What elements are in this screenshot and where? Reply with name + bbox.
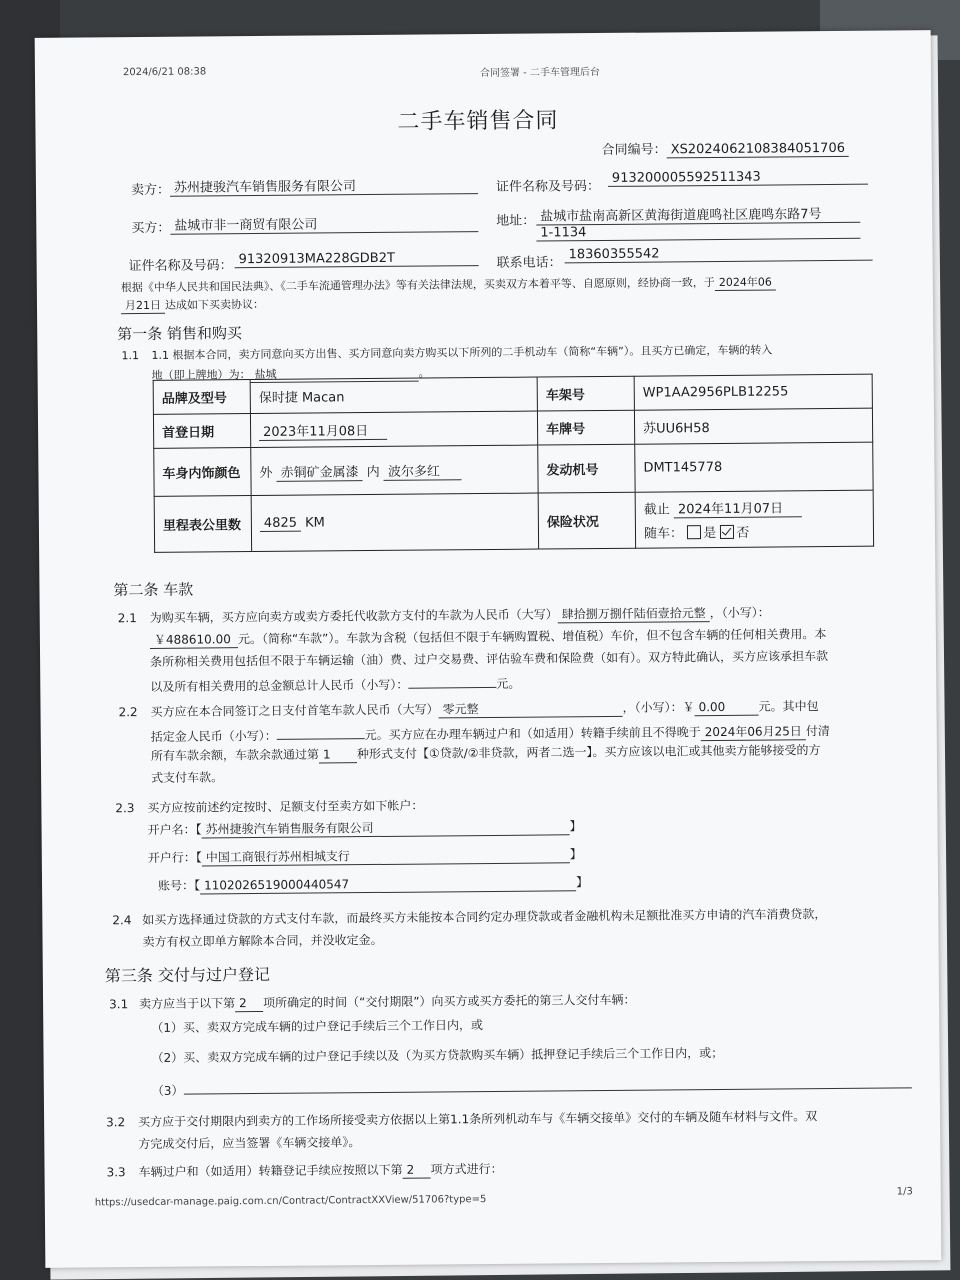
contract-no-label: 合同编号： [601, 142, 667, 158]
intro-line-1 [121, 273, 776, 296]
s31-line-1 [139, 991, 636, 1013]
s22-text-3: 元。其中包 [758, 699, 819, 714]
insurance-until-label: 截止 [643, 502, 670, 518]
contract-no: XS2024062108384051706 [667, 141, 849, 159]
s22-number: 2.2 [118, 705, 138, 720]
price-uppercase: 肆拾捌万捌仟陆佰壹拾元整 [558, 604, 710, 623]
s33-number: 3.3 [106, 1165, 126, 1180]
s21-line-3: 条所称相关费用包括但不限于车辆运输（油）费、过户交易费、评估验车费和保险费（如有）。双方特此确认，买方应该承担车款 [150, 649, 829, 669]
s21-line-4 [150, 672, 520, 695]
engine-label: 发动机号 [538, 444, 635, 493]
s32-line-2: 方完成交付后，应当签署《车辆交接单》。 [138, 1135, 361, 1152]
s22-line-4: 式支付车款。 [151, 770, 224, 785]
vin-value: WP1AA2956PLB12255 [634, 374, 872, 410]
account-bank-row [148, 845, 582, 867]
insurance-yes-label: 是 [703, 526, 717, 542]
s31-item-3 [152, 1072, 912, 1099]
balance-due-date: 2024年06月25日 [701, 722, 806, 741]
page-number: 1/3 [896, 1186, 913, 1198]
vehicle-table [153, 374, 874, 553]
transfer-option: 2 [402, 1163, 430, 1179]
s22-line-1 [150, 697, 818, 721]
s21-text-3: 元。（简称“车款”）。车款为含税（包括但不限于车辆购置税、增值税）车价，但不包含车辆的任何相关费用。本 [237, 627, 827, 647]
s11-text: 地（即上牌地）为： [151, 368, 251, 382]
total-amount-blank [408, 672, 496, 689]
s31-item-2: （2）买、卖双方完成车辆的过户登记手续以及（为买方贷款购买车辆）抵押登记手续后三个工作日内，或； [151, 1045, 724, 1065]
address-line-1: 盐城市盐南高新区黄海街道鹿鸣社区鹿鸣东路7号 [536, 203, 860, 226]
print-url: https://usedcar-manage.paig.com.cn/Contract/ContractXXView/51706?type=5 [94, 1194, 487, 1209]
contract-title: 二手车销售合同 [397, 108, 559, 135]
s22-text-5: 元。买方应在办理车辆过户和（如适用）转籍手续前且不得晚于 [364, 725, 701, 743]
account-name-label: 开户名：【 [147, 822, 202, 837]
phone: 18360355542 [564, 245, 872, 264]
mileage-label: 里程表公里数 [154, 496, 251, 553]
account-no-label: 账号：【 [157, 878, 201, 893]
insurance-cell [635, 490, 873, 548]
buyer-id: 91320913MA228GDB2T [235, 250, 479, 268]
s33-line-1 [138, 1160, 502, 1181]
buyer-label: 买方： [131, 220, 171, 237]
s24-line-2: 卖方有权立即单方解除本合同，并没收定金。 [142, 932, 383, 950]
s32-line-1: 买方应于交付期限内到卖方的工作场所接受卖方依据以上第1.1条所列机动车与《车辆交接单》交付的车辆及随车材料与文件。双 [138, 1109, 818, 1130]
insurance-until-date: 2024年11月07日 [674, 497, 802, 518]
color-interior: 波尔多红 [384, 460, 462, 481]
buyer-id-label: 证件名称及号码： [128, 258, 233, 275]
deposit-blank [277, 723, 365, 740]
color-cell [251, 445, 538, 496]
insurance-with-label: 随车： [643, 526, 684, 542]
s21-line-1 [150, 604, 770, 627]
intro-line-2 [121, 296, 264, 314]
insurance-no-label: 否 [736, 525, 750, 541]
account-no: 1102026519000440547 [200, 875, 576, 894]
intro-date-part2: 月21日 [121, 297, 165, 314]
section-3-title: 第三条 交付与过户登记 [104, 964, 271, 986]
contract-no-row [602, 137, 849, 159]
print-datetime: 2024/6/21 08:38 [122, 66, 207, 79]
s31-text-1: 卖方应当于以下第 [139, 996, 236, 1012]
s21-text-5: 元。 [496, 676, 521, 691]
insurance-label: 保险状况 [538, 492, 635, 549]
phone-label: 联系电话： [496, 255, 562, 271]
s11-line-1: 1.1 根据本合同，卖方同意向买方出售、买方同意向卖方购买以下所列的二手机动车（简称“车辆”）。且买方已确定，车辆的转入 [151, 343, 773, 362]
first-reg-cell [250, 411, 537, 448]
intro-text-2: 达成如下买卖协议： [164, 297, 265, 312]
s22-text-1: 买方应在本合同签订之日支付首笔车款人民币（大写） [150, 702, 439, 719]
s24-line-1: 如买方选择通过贷款的方式支付车款，而最终买方未能按本合同约定办理贷款或者金融机构未足额批准买方申请的汽车消费贷款， [142, 907, 827, 928]
s23-number: 2.3 [115, 801, 135, 816]
first-payment-lowercase: 0.00 [694, 700, 758, 717]
section-2-title: 第二条 车款 [113, 580, 194, 600]
print-page-title: 合同签署 - 二手车管理后台 [479, 67, 600, 80]
seller-label: 卖方： [130, 182, 171, 199]
price-lowercase: ￥488610.00 [150, 630, 238, 649]
s24-number: 2.4 [112, 913, 132, 928]
bracket-close: 】 [569, 847, 582, 862]
s21-number: 2.1 [117, 611, 137, 626]
s22-text-4: 括定金人民币（小写）： [150, 728, 277, 744]
s31-item-3-blank [183, 1072, 911, 1094]
mileage-cell [251, 493, 538, 552]
account-no-row [158, 873, 588, 895]
s21-text-4: 以及所有相关费用的总金额总计人民币（小写）： [150, 677, 409, 694]
s32-number: 3.2 [106, 1115, 126, 1130]
s23-line-1: 买方应按前述约定按时、足额支付至卖方如下帐户： [147, 798, 424, 815]
s33-text-2: 项方式进行： [430, 1161, 503, 1177]
s11-end: 。 [418, 366, 430, 380]
plate-value: 苏UU6H58 [634, 408, 872, 444]
mileage-value: 4825 [260, 515, 301, 531]
transfer-city: 盐城 [251, 365, 419, 383]
seller-name: 苏州捷骏汽车销售服务有限公司 [170, 174, 478, 197]
s21-text-1: 为购买车辆，买方应向卖方或卖方委托代收款方支付的车款为人民币（大写） [149, 607, 558, 625]
first-reg-label: 首登日期 [153, 414, 250, 449]
account-bank: 中国工商银行苏州相城支行 [202, 845, 570, 866]
color-int-prefix: 内 [366, 464, 380, 480]
s11-number: 1.1 [121, 349, 139, 363]
first-reg-value: 2023年11月08日 [259, 419, 387, 440]
bracket-close: 】 [575, 875, 589, 890]
mileage-unit: KM [305, 514, 325, 531]
s31-text-2: 项所确定的时间（“交付期限”）向买方或买方委托的第三人交付车辆： [263, 992, 636, 1010]
address-label: 地址： [496, 213, 536, 229]
s21-line-2 [150, 625, 827, 649]
checkbox-yes-icon [687, 525, 701, 539]
s22-text-2: ，（小写）：￥ [622, 700, 695, 715]
account-name-row [147, 817, 581, 839]
vin-label: 车架号 [537, 376, 634, 411]
contract-page [35, 30, 942, 1268]
section-1-title: 第一条 销售和购买 [117, 324, 243, 344]
seller-id: 913200005592511343 [608, 169, 868, 187]
s22-text-7: 所有车款余额，车款余款通过第 [150, 747, 319, 763]
color-ext-prefix: 外 [259, 465, 273, 481]
delivery-option: 2 [235, 996, 263, 1012]
s33-text-1: 车辆过户和（如适用）转籍登记手续应按照以下第 [138, 1162, 403, 1180]
insurance-until-row [644, 497, 865, 519]
color-label: 车身内饰颜色 [154, 448, 251, 497]
s22-text-6: 付清 [805, 724, 830, 739]
bracket-close: 】 [569, 819, 582, 834]
s22-text-8: 种形式支付【①贷款/②非贷款，两者二选一】。买方应该以电汇或其他卖方能够接受的方 [356, 743, 821, 762]
brand-label: 品牌及型号 [153, 380, 250, 415]
intro-text: 根据《中华人民共和国民法典》、《二手车流通管理办法》等有关法律法规，买卖双方本着平等、自愿原则，经协商一致，于 [120, 276, 715, 295]
color-exterior: 赤铜矿金属漆 [277, 461, 363, 482]
brand-value: 保时捷 Macan [250, 377, 537, 414]
first-payment-uppercase: 零元整 [438, 699, 622, 719]
account-bank-label: 开户行：【 [147, 850, 202, 865]
s21-text-2: ，（小写）： [709, 605, 770, 621]
s31-item-1: （1）买、卖双方完成车辆的过户登记手续后三个工作日内，或 [151, 1018, 483, 1035]
checkbox-no-checked-icon [720, 525, 734, 539]
buyer-name: 盐城市非一商贸有限公司 [170, 212, 478, 235]
s31-number: 3.1 [109, 997, 129, 1012]
engine-value: DMT145778 [635, 442, 873, 492]
s31-item-3-label: （3） [151, 1083, 184, 1098]
plate-label: 车牌号 [537, 410, 634, 445]
account-name: 苏州捷骏汽车销售服务有限公司 [202, 817, 570, 838]
payment-option: 1 [319, 747, 357, 763]
seller-id-label: 证件名称及号码： [495, 179, 601, 195]
insurance-with-row [644, 521, 865, 542]
address-line-2: 1-1134 [536, 223, 860, 242]
intro-date-part1: 2024年06 [715, 273, 776, 291]
